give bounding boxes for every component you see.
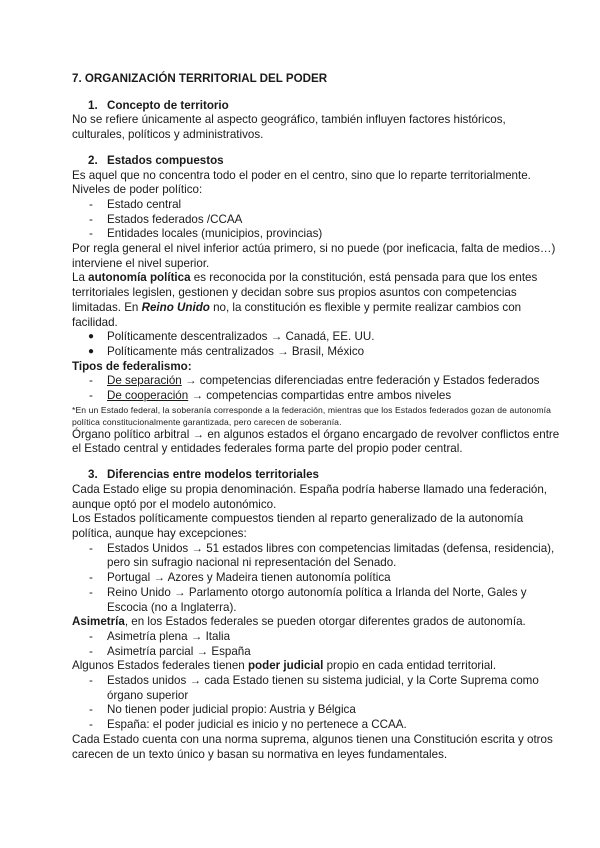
list-item: - De cooperación → competencias compartidas entre ambos niveles [89, 389, 452, 403]
judicial-paragraph: Algunos Estados federales tienen poder judicial propio en cada entidad territorial. [72, 659, 497, 673]
levels-list [72, 198, 560, 242]
section-3-p2: Los Estados políticamente compuestos tienden al reparto generalizado de la autonomía política, aunque hay excepciones: [72, 512, 524, 540]
section-3-heading: 3. Diferencias entre modelos territoriales [88, 468, 319, 482]
list-item: - Reino Unido → Parlamento otorgo autonomía política a Irlanda del Norte, Gales y Escocia (no a Inglaterra). [89, 585, 527, 614]
list-item: - Asimetría parcial → España [89, 644, 251, 658]
final-paragraph: Cada Estado cuenta con una norma suprema, algunos tienen una Constitución escrita y otros carecen de un texto único y basan su normativa en leyes fundamentales. [72, 732, 553, 761]
autonomy-paragraph: La autonomía política es reconocida por la constitución, está pensada para que los entes territoriales legislen, gestionen y decidan sobre sus propios asuntos con competencias limitadas. En Reino Unido no, la constitución es flexible y permite realizar cambios con facilidad. [72, 271, 538, 329]
section-1-heading: 1. Concepto de territorio [88, 98, 229, 112]
page-title: 7. ORGANIZACIÓN TERRITORIAL DEL PODER [72, 72, 328, 85]
federalism-list [72, 374, 560, 403]
arbitral-paragraph: Órgano político arbitral → en algunos estados el órgano encargado de revolver conflictos entre el Estado central y entidades federales forma parte del propio poder central. [72, 427, 560, 456]
centralization-list [72, 330, 560, 359]
asymmetry-paragraph: Asimetría, en los Estados federales se pueden otorgar diferentes grados de autonomía. [72, 615, 526, 629]
list-item: - De separación → competencias diferenciadas entre federación y Estados federados [89, 374, 540, 388]
list-item: - Portugal → Azores y Madeira tienen autonomía política [89, 571, 391, 585]
list-item: - Estados unidos → cada Estado tienen su sistema judicial, y la Corte Suprema como órgano superior [89, 674, 539, 702]
list-item: - Estado central [89, 197, 182, 211]
sovereignty-note: *En un Estado federal, la soberanía corresponde a la federación, mientras que los Estados federados gozan de autonomía política constitucionalmente garantizada, pero carecen de soberanía. [72, 404, 552, 427]
list-item: - España: el poder judicial es inicio y no pertenece a CCAA. [89, 718, 407, 732]
list-item: - Asimetría plena → Italia [89, 629, 231, 643]
list-item: - Estados Unidos → 51 estados libres con competencias limitadas (defensa, residencia), pero sin sufragio nacional ni representación del Senado. [89, 541, 555, 570]
asymmetry-list [72, 630, 560, 659]
rule-paragraph: Por regla general el nivel inferior actúa primero, si no puede (por ineficacia, falta de medios…) interviene el nivel superior. [72, 242, 556, 270]
list-item: - Entidades locales (municipios, provincias) [89, 227, 323, 241]
section-2-intro: Es aquel que no concentra todo el poder en el centro, sino que lo reparte territorialmente. [72, 168, 531, 182]
federalism-heading: Tipos de federalismo: [72, 359, 192, 373]
levels-label: Niveles de poder político: [72, 183, 203, 197]
judicial-list [72, 674, 560, 733]
section-3-p1: Cada Estado elige su propia denominación. España podría haberse llamado una federación, aunque optó por el modelo autonómico. [72, 482, 548, 511]
exceptions-list [72, 542, 560, 616]
list-item: - Estados federados /CCAA [89, 212, 243, 226]
section-1-text: No se refiere únicamente al aspecto geográfico, también influyen factores históricos, culturales, políticos y administrativos. [72, 113, 506, 142]
list-item: ● Políticamente más centralizados → Brasil, México [88, 344, 365, 358]
section-2-heading: 2. Estados compuestos [88, 153, 224, 167]
list-item: - No tienen poder judicial propio: Austria y Bélgica [89, 703, 356, 717]
list-item: ● Políticamente descentralizados → Canadá, EE. UU. [88, 330, 375, 344]
